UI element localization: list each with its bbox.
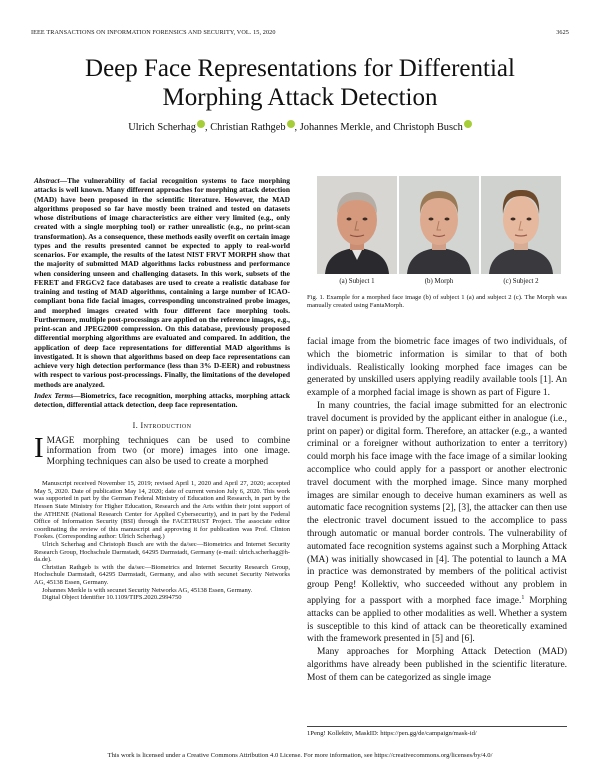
right-column-body [307, 336, 567, 685]
author-name: Ulrich Scherhag [128, 122, 196, 133]
introduction-paragraph [34, 431, 291, 469]
first-page-footnotes [34, 480, 290, 602]
footnote-ref[interactable]: 1 [521, 594, 525, 601]
figure-caption: Fig. 1. Example for a morphed face image (b) of subject 1 (a) and subject 2 (c). The Morph was manually created using FantaMorph. [307, 294, 567, 309]
affiliation-1: Ulrich Scherhag and Christoph Busch are with the da/sec—Biometrics and Internet Security Research Group, Hochschule Darmstadt, 64295 Darmstadt, Germany (e-mail: ulrich.scherhag@h-da.de). [34, 540, 290, 564]
figure-1 [307, 176, 567, 326]
index-terms: Index Terms—Biometrics, face recognition, morphing attacks, morphing attack detection, differential attack detection, deep face representation. [34, 390, 290, 409]
abstract-text: The vulnerability of facial recognition systems to face morphing attacks is well known. Many different approaches for morphing attack detection (MAD) have been proposed in the scientific literature. However, the MAD algorithms proposed so far have mostly been trained and tested on datasets whose distributions of image characteristics are either very limited (e.g., only created with a single morphing tool) or rather unrealistic (e.g., no print-scan transformation). As a consequence, these methods easily overfit on certain image types and the results presented cannot be expected to apply to real-world scenarios. For example, the results of the latest NIST FRVT MORPH show that the majority of submitted MAD algorithms lacks robustness and performance when considering unseen and challenging datasets. In this work, subsets of the FERET and FRGCv2 face databases are used to create a realistic database for training and testing of MAD algorithms, containing a large number of ICAO-compliant bona fide facial images, corresponding unconstrained probe images, and morphed images created with four different face morphing tools. Furthermore, multiple post-processings are applied on the reference images, e.g., print-scan and JPEG2000 compression. On this database, previously proposed differential morphing algorithms are evaluated and compared. In addition, the application of deep face representations for differential MAD algorithms is investigated. It is shown that algorithms based on deep face representations can achieve very high detection performance (less than 3% D-EER) and robustness with respect to various post-processings. Finally, the limitations of the developed methods are analyzed. [34, 176, 290, 389]
title-line-2: Morphing Attack Detection [162, 84, 438, 111]
orcid-icon[interactable] [464, 120, 472, 128]
author-name: Christoph Busch [393, 122, 463, 133]
body-paragraph-3: Many approaches for Morphing Attack Detection (MAD) algorithms have already been published in the scientific literature. Most of them can be categorized as single image [307, 647, 567, 683]
intro-text: morphing techniques can be used to combine information from two (or more) images into one image. Morphing techniques can also be used to create a morphed [46, 435, 291, 468]
license-notice: This work is licensed under a Creative Commons Attribution 4.0 License. For more information, see https://creativecommons.org/licenses/by/4.0/ [107, 752, 493, 759]
author-name: Christian Rathgeb [210, 122, 286, 133]
paper-title [0, 54, 600, 112]
affiliation-2: Christian Rathgeb is with the da/sec—Biometrics and Internet Security Research Group, Hochschule Darmstadt, 64295 Darmstadt, Germany, and also with secunet Security Networks AG, 45138 Essen, Germany. [34, 563, 290, 586]
journal-name: IEEE TRANSACTIONS ON INFORMATION FORENSICS AND SECURITY, VOL. 15, 2020 [31, 29, 276, 36]
subcaption-b: (b) Morph [424, 278, 454, 285]
orcid-icon[interactable] [197, 120, 205, 128]
body-paragraph-1: facial image from the biometric face images of two individuals, of which the biometric information is similar to that of both individuals. Realistically looking morphed face images can be generated by unskilled users applying readily available tools [1]. An example of a morphed facial image is shown as part of Figure 1. [307, 337, 567, 399]
left-column [34, 176, 290, 602]
subcaption-a: (a) Subject 1 [339, 278, 375, 285]
doi: Digital Object Identifier 10.1109/TIFS.2020.2994750 [42, 594, 182, 602]
dropcap: I [34, 431, 44, 464]
index-terms-label: Index Terms [34, 390, 74, 400]
author-name: Johannes Merkle [299, 122, 371, 133]
index-terms-text: Biometrics, face recognition, morphing attacks, morphing attack detection, differential attack detection, deep face representation. [34, 390, 290, 409]
page-number: 3625 [556, 29, 569, 36]
first-word-rest: MAGE [46, 435, 75, 446]
subcaption-c: (c) Subject 2 [503, 278, 539, 285]
footnote-1: 1Peng! Kollektiv, MaskID: https://pen.gg/de/campaign/mask-id/ [307, 726, 567, 737]
face-photo-subject-1 [317, 176, 397, 274]
section-heading-introduction: I. Introduction [132, 421, 192, 431]
face-photo-subject-2 [481, 176, 561, 274]
running-header [31, 29, 569, 39]
abstract: Abstract—The vulnerability of facial recognition systems to face morphing attacks is well known. Many different approaches for morphing attack detection (MAD) have been proposed in the scientific literature. However, the MAD algorithms proposed so far have mostly been trained and tested on datasets whose distributions of image characteristics are either very limited (e.g., only created with a single morphing tool) or rather unrealistic (e.g., no print-scan transformation). As a consequence, these methods easily overfit on certain image types and the results presented cannot be expected to apply to real-world scenarios. For example, the results of the latest NIST FRVT MORPH show that the majority of submitted MAD algorithms lacks robustness and performance when considering unseen and challenging datasets. In this work, subsets of the FERET and FRGCv2 face databases are used to create a realistic database for training and testing of MAD algorithms, containing a large number of ICAO-compliant bona fide facial images, corresponding unconstrained probe images, and morphed images created with four different face morphing tools. Furthermore, multiple post-processings are applied on the reference images, e.g., print-scan and JPEG2000 compression. On this database, previously proposed differential morphing algorithms are evaluated and compared. In addition, the application of deep face representations for differential MAD algorithms is investigated. It is shown that algorithms based on deep face representations can achieve very high detection performance (less than 3% D-EER) and robustness with respect to various post-processings. Finally, the limitations of the developed methods are analyzed. [34, 176, 290, 389]
author-list: Ulrich Scherhag , Christian Rathgeb , Johannes Merkle, and Christoph Busch [0, 120, 600, 133]
right-column-figure [307, 176, 567, 326]
body-paragraph-2: In many countries, the facial image submitted for an electronic travel document is provided by the applicant either in analogue (i.e., print on paper) or digital form. Therefore, an attacker (e.g., a wanted criminal or a foreigner without authorization to enter a territory) could morph his face image with the face image of a similar looking accomplice who could apply for a passport or another electronic travel document with the morphed image. Since many morphed images are similar enough to deceive human examiners as well as automatic face recognition systems [2], [3], the attacker can then use the electronic travel document issued to the accomplice to pass through automatic or manual border controls. The vulnerability of automated face recognition systems against such a Morphing Attack (MA) was initially showcased in [4]. The potential to launch a MA in practice was demonstrated by members of the political activist group Peng! Kollektiv, who succeeded without any problem in applying for a passport with a morphed face image.$^1$ Morphing attacks can be applied to other modalities as well. Whether a system is susceptible to this kind of attack can be theoretically examined with the framework presented in [5] and [6]. [307, 400, 567, 645]
orcid-icon[interactable] [287, 120, 295, 128]
manuscript-note: Manuscript received November 15, 2019; revised April 1, 2020 and April 27, 2020; accepted May 5, 2020. Date of publication May 14, 2020; date of current version July 6, 2020. This work was supported in part by the German Federal Ministry of Education and Research, in part by the Hessen State Ministry for Higher Education, Research and the Arts within their joint support of the ATHENE (National Research Center for Applied Cybersecurity), and in part by the Federal Office of Information Security (BSI) through the FACETRUST Project. The associate editor coordinating the review of this manuscript and approving it for publication was Prof. Clinton Fookes. (Corresponding author: Ulrich Scherhag.) [34, 480, 290, 541]
face-photo-morph [399, 176, 479, 274]
abstract-label: Abstract [34, 176, 60, 185]
title-line-1: Deep Face Representations for Differential [85, 55, 515, 82]
affiliation-3: Johannes Merkle is with secunet Security Networks AG, 45138 Essen, Germany. [42, 586, 253, 594]
